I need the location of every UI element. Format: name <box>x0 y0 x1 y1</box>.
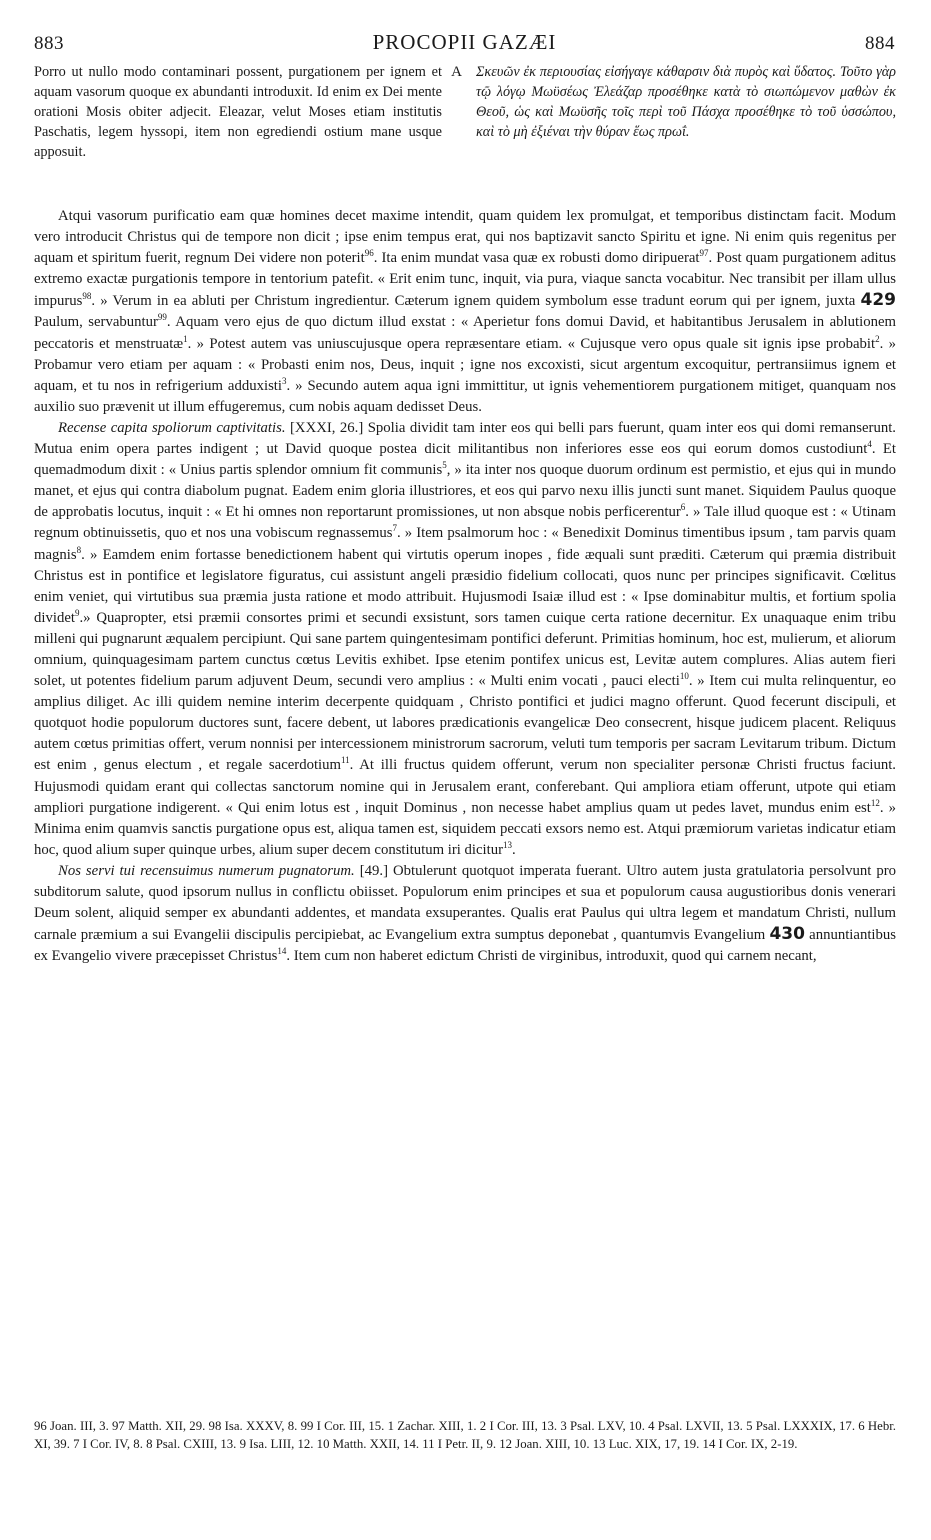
parallel-columns <box>34 62 896 162</box>
text-segment: . » Probamur vero etiam per aquam : « Probasti enim nos, Deus, inquit ; igne nos excoxisti, sicut argentum excoquitur, pertransiimus ignem et aquam, et tu nos in refrigerium adduxisti <box>34 335 896 394</box>
text-segment: . Item cum non haberet edictum Christi de virginibus, introduxit, quod qui carnem necant, <box>286 948 817 965</box>
footnote-ref: 13 <box>503 839 513 850</box>
text-segment: . » Eamdem enim fortasse benedictionem habent qui virtutis operum inopes , fide æquali sunt præditi. Cæterum qui præmia distribuit Christus est in pontifice et legislatore figuratus, cui assistunt angeli præsidio fidelium collocati, quos nunc per principes significavit. Cœlitus enim veniet, qui virtutibus sua præmia justa ratione et modo attribuit. Hujusmodi Isaiæ illud est : « Ipse dominabitur multis, et fortium spolia dividet <box>34 546 896 626</box>
footnote-ref: 2 <box>875 333 880 344</box>
latin-text: Porro ut nullo modo contaminari possent, purgationem per ignem et aquam vasorum quoque ex abundanti introduxit. Id enim ex Dei mente orationi Mosis obiter adjecit. Eleazar, velut Moses etiam institutis Paschatis, legem hyssopi, item non egrediendi ostium mane usque apposuit. <box>34 64 442 160</box>
text-segment: . » Minima enim quamvis sanctis purgatione opus est, aliqua tamen est, siquidem peccati exsors nemo est. Atqui præmiorum varietas indicatur etiam hoc, quod alium super quinque urbes, alium super decem constitutum iri dicitur <box>34 799 896 858</box>
paragraph <box>34 418 896 861</box>
text-segment: . Ita enim mundat vasa quæ ex robusti domo diripuerat <box>373 250 700 267</box>
paragraph <box>34 206 896 418</box>
text-segment: . Post quam purgationem aditus extremo exactæ purgationis tempore in tentorium patefit. « Erit enim tunc, inquit, via pura, viaque sancta vocabitur. Nec transibit per illam ullus impurus <box>34 250 896 310</box>
text-segment: . » Tale illud quoque est : « Utinam regnum obtinuissetis, quo et nos una vobiscum regnassemus <box>34 504 896 542</box>
footnote-ref: 3 <box>282 375 287 386</box>
lemma: Nos servi tui recensuimus numerum pugnatorum. <box>58 862 355 879</box>
text-segment: . » Verum in ea abluti per Christum ingredientur. Cæterum ignem quidem symbolum esse tradunt eorum qui per ignem, juxta <box>91 293 856 310</box>
footnote-ref: 6 <box>680 502 686 513</box>
paragraph <box>34 861 896 967</box>
greek-column <box>476 62 896 162</box>
text-segment: . At illi fructus quidem offerunt, verum non specialiter personæ Christi fructus faciunt. Hujusmodi quidam erant qui collectas sanctorum nomine qui in Jerusalem erant, conferebant. Qui ampliora etiam offerunt, utpote qui etiam ampliori purgatione indigerent. « Qui enim lotus est , inquit Dominus , non necesse habet amplius quam ut pedes lavet, mundus enim est <box>34 757 896 816</box>
verse-reference: [XXXI, 26.] <box>285 419 368 436</box>
text-segment: . Et quemadmodum dixit : « Unius partis splendor omnium fit communis <box>34 441 896 479</box>
greek-text: Σκευῶν ἐκ περιουσίας εἰσήγαγε κάθαρσιν διὰ πυρὸς καὶ ὕδατος. Τοῦτο γὰρ τῷ λόγῳ Μωϋσέως Ἐλεάζαρ προσέθηκε κατὰ τὸ σιωπώμενον μαθὼν ἐκ Θεοῦ, ὡς καὶ Μωϋσῆς τοῖς περὶ τοῦ Πάσχα προσέθηκε τὸ τοῦ ὑσσώπου, καὶ τὸ μὴ ἐξιέναι τὴν θύραν ἕως πρωΐ. <box>476 64 896 140</box>
latin-column <box>34 62 464 162</box>
text-segment: Obtulerunt quotquot imperata fuerant. Ultro autem justa gratulatoria persolvunt pro subditorum salute, quod ipsorum nullus in conflictu obiisset. Populorum enim principes et sua et populorum causa augustioribus donis venerari Deum solent, aliquid semper ex abundanti addentes, et mandata exsuperantes. Qualis erat Paulus qui ultra legem et mandatum Christi, nullum carnale præmium a sui Evangelii discipulis percipiebat, ac Evangelium extra sumptus deponebat , quantumvis Evangelium <box>34 862 896 944</box>
text-segment: Paulum, servabuntur <box>34 314 158 331</box>
text-segment: .» Quapropter, etsi præmii consortes primi et secundi exsistunt, sors tamen cuique certa ratione decernitur. Ex unaquaque enim tribu milleni qui pugnarunt æqualem percipiunt. Qui sane partem quingentesimam pontifici deferunt. Primitias hominum, hoc est, mulierum, et aliorum omnium, quinquagesimam partem cunctus cœtus Levitis exhibet. Ipse etenim pontifex unicus est, Levitæ autem complures. Alias autem fieri solet, ut potentes fidelium parum adjuvent Deum, secundi vero amplius : « Multi enim vocati , pauci electi <box>34 609 896 690</box>
footnote-ref: 10 <box>679 671 689 682</box>
column-number-left: 883 <box>34 33 64 54</box>
text-segment: Atqui vasorum purificatio eam quæ homines decet maxime intendit, quam quidem lex promulgat, et temporibus distinctam facit. Modum vero introducit Christus qui de tempore non dicit ; ipse enim tempus erat, qui nos baptizavit sancto Spiritu et igne. Ni enim quis regenitus per aquam et spiritum fuerit, regnum Dei videre non poterit <box>34 208 896 267</box>
footnote-ref: 9 <box>74 607 80 618</box>
footnote-ref: 97 <box>699 248 709 259</box>
footnotes: 96 Joan. III, 3. 97 Matth. XII, 29. 98 Isa. XXXV, 8. 99 I Cor. III, 15. 1 Zachar. XIII, 1. 2 I Cor. III, 13. 3 Psal. LXV, 10. 4 Psal. LXVII, 13. 5 Psal. LXXXIX, 17. 6 Hebr. XI, 39. 7 I Cor. IV, 8. 8 Psal. CXIII, 13. 9 Isa. LIII, 12. 10 Matth. XXII, 14. 11 I Petr. II, 9. 12 Joan. XIII, 10. 13 Luc. XIX, 17, 19. 14 I Cor. IX, 2-19. <box>34 1419 896 1451</box>
running-header <box>34 30 895 56</box>
text-segment: . » Secundo autem aqua igni immittitur, ut ignis vehementiorem purgationem mitiget, quanquam nos auxilio suo prævenit ut illum effugeremus, cum nobis aquam dedisset Deus. <box>34 377 897 415</box>
verse-reference: [49.] <box>354 862 393 879</box>
text-segment: , » ita inter nos quoque duorum ordinum est permistio, et ejus qui in mundo manet, et ejus qui contra diabolum pugnat. Eadem enim gloria illustriores, et eos qui parvo nexu illis juncti sunt manet. Siquidem Paulus quoque de approbatis locutus, inquit : « Et hi omnes non reportarunt promissiones, ut non absque nobis perficerentur <box>34 462 896 521</box>
footnote-ref: 12 <box>870 797 880 808</box>
text-segment: . Aquam vero ejus de quo dictum illud exstat : « Aperietur fons domui David, et habitantibus Jerusalem in ablutionem peccatoris et menstruatæ <box>34 314 896 352</box>
page-marker: 429 <box>860 290 896 311</box>
footnote-ref: 11 <box>341 755 350 766</box>
main-text <box>34 206 896 967</box>
footnote-ref: 98 <box>82 291 92 302</box>
footnote-ref: 5 <box>442 460 447 471</box>
footnote-ref: 96 <box>364 248 374 259</box>
text-segment: . » Potest autem vas uniuscujusque opera repræsentare etiam. « Cujusque vero opus quale sit ignis ipse probabit <box>187 335 876 352</box>
margin-marker: A <box>451 64 462 80</box>
footnote-ref: 1 <box>183 333 188 344</box>
running-title: PROCOPII GAZÆI <box>372 30 557 54</box>
text-segment: annuntiantibus ex Evangelio vivere præcepisset Christus <box>34 927 897 965</box>
page-marker: 430 <box>769 924 805 945</box>
text-segment: Spolia dividit tam inter eos qui belli pars fuerunt, quam inter eos qui domi remanserunt. Mutua enim opera partes indigent ; ut David quoque postea dicit militantibus non inferiores esse eos qui eorum domos custodiunt <box>34 419 896 458</box>
footnote-ref: 7 <box>392 523 397 534</box>
text-segment: . » Item cui multa relinquentur, eo amplius diliget. Ac illi quidem nemine interim decerpente quidquam , Christo pontifici et judici magno offerunt. Quod fecerunt discipuli, et quotquot hodie populorum ductores sunt, facere debent, ut labores prædicationis evangelicæ Deo consecrent, hisque judicem placent. Reliquus autem cœtus primitias offert, verum nonnisi per intercessionem ministrorum sacrorum, veluti tum temporis per sacram Levitarum tribum. Dictum est enim , genus electum , et regale sacerdotium <box>34 673 896 774</box>
text-segment: . » Item psalmorum hoc : « Benedixit Dominus timentibus ipsum , tam parvis quam magnis <box>34 525 896 563</box>
footnote-ref: 8 <box>76 544 82 555</box>
footnote-ref: 4 <box>867 439 872 450</box>
footnote-ref: 99 <box>157 312 167 323</box>
footnote-ref: 14 <box>277 946 287 957</box>
text-segment: . <box>512 841 516 858</box>
column-number-right: 884 <box>864 33 895 54</box>
lemma: Recense capita spoliorum captivitatis. <box>58 419 286 436</box>
